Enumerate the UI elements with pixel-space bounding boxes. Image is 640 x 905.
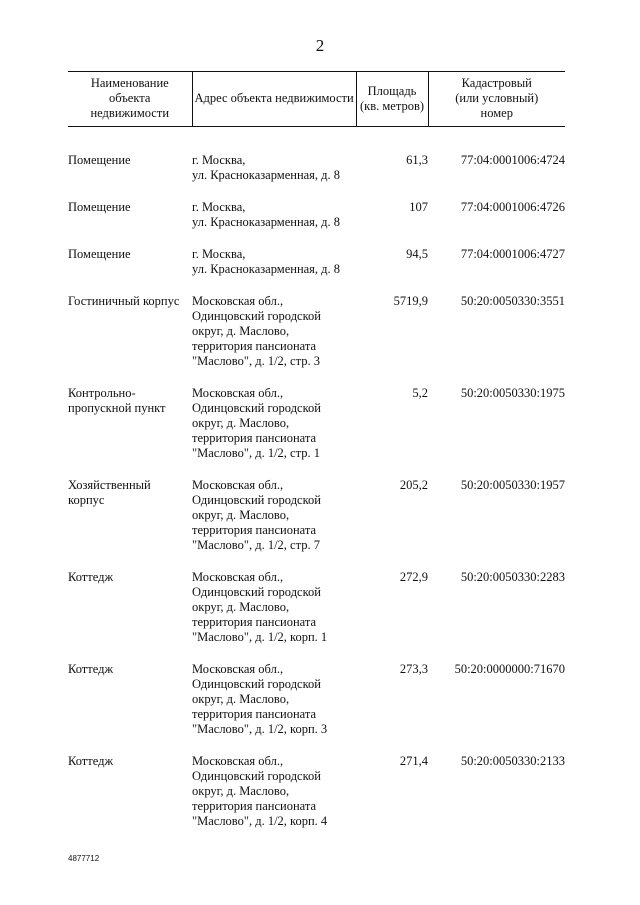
address-line: Одинцовский городской — [192, 493, 321, 507]
address-line: округ, д. Маслово, — [192, 324, 290, 338]
cell-area: 94,5 — [406, 247, 428, 261]
address-line: Одинцовский городской — [192, 769, 321, 783]
address-line: территория пансионата — [192, 799, 317, 813]
object-name-line: Гостиничный корпус — [68, 294, 180, 308]
table-header-row — [68, 72, 565, 127]
object-name-line: Помещение — [68, 153, 131, 167]
property-table-container — [68, 71, 565, 846]
table-body — [68, 127, 565, 847]
header-cadastral-line: номер — [480, 106, 513, 120]
address-line: "Маслово", д. 1/2, корп. 1 — [192, 630, 328, 644]
address-line: территория пансионата — [192, 707, 317, 721]
address-line: Московская обл., — [192, 570, 284, 584]
address-line: Московская обл., — [192, 294, 284, 308]
address-line: территория пансионата — [192, 523, 317, 537]
table-header — [68, 72, 565, 127]
header-area-line: (кв. метров) — [359, 98, 425, 113]
cell-area: 5719,9 — [393, 294, 428, 308]
cell-cadastral-number: 50:20:0050330:1957 — [460, 478, 565, 492]
cell-object-name — [68, 386, 192, 478]
cell-address — [192, 127, 356, 201]
object-name-line: Коттедж — [68, 754, 114, 768]
cell-area: 61,3 — [406, 153, 428, 167]
address-line: округ, д. Маслово, — [192, 692, 290, 706]
table-row — [68, 386, 565, 478]
cell-address — [192, 386, 356, 478]
address-line: Московская обл., — [192, 662, 284, 676]
address-line: территория пансионата — [192, 615, 317, 629]
document-code: 4877712 — [68, 854, 100, 863]
header-address-line: Адрес объекта недвижимости — [194, 91, 354, 105]
address-line: ул. Красноказарменная, д. 8 — [192, 215, 341, 229]
object-name-line: Коттедж — [68, 570, 114, 584]
object-name-line: Контрольно- — [68, 386, 136, 400]
cell-cadastral-number: 50:20:0050330:3551 — [460, 294, 565, 308]
address-line: территория пансионата — [192, 339, 317, 353]
address-line: "Маслово", д. 1/2, корп. 4 — [192, 814, 328, 828]
header-name-line: недвижимости — [90, 106, 170, 120]
address-line: Одинцовский городской — [192, 585, 321, 599]
cell-cadastral-number: 50:20:0000000:71670 — [454, 662, 565, 676]
address-line: "Маслово", д. 1/2, корп. 3 — [192, 722, 328, 736]
page-number: 2 — [315, 36, 325, 55]
cell-cadastral-number: 77:04:0001006:4724 — [460, 153, 565, 167]
header-name-line: Наименование — [90, 76, 169, 90]
address-line: округ, д. Маслово, — [192, 600, 290, 614]
object-name-line: Хозяйственный — [68, 478, 151, 492]
cell-area: 205,2 — [399, 478, 428, 492]
cell-area: 271,4 — [399, 754, 428, 768]
table-row — [68, 478, 565, 570]
cell-cadastral-number: 50:20:0050330:2133 — [460, 754, 565, 768]
address-line: "Маслово", д. 1/2, стр. 7 — [192, 538, 320, 552]
table-row — [68, 754, 565, 846]
table-row — [68, 127, 565, 201]
cell-object-name — [68, 127, 192, 201]
cell-address — [192, 662, 356, 754]
address-line: Московская обл., — [192, 754, 284, 768]
table-row — [68, 570, 565, 662]
cell-address — [192, 754, 356, 846]
cell-cadastral-number: 77:04:0001006:4727 — [460, 247, 565, 261]
address-line: Одинцовский городской — [192, 401, 321, 415]
object-name-line: корпус — [68, 493, 105, 507]
cell-object-name — [68, 294, 192, 386]
cell-object-name — [68, 247, 192, 294]
property-table — [68, 71, 565, 846]
cell-address — [192, 478, 356, 570]
address-line: ул. Красноказарменная, д. 8 — [192, 262, 341, 276]
address-line: Одинцовский городской — [192, 677, 321, 691]
object-name-line: Помещение — [68, 200, 131, 214]
table-row — [68, 200, 565, 247]
table-row — [68, 294, 565, 386]
header-name — [68, 72, 192, 127]
address-line: ул. Красноказарменная, д. 8 — [192, 168, 341, 182]
cell-address — [192, 294, 356, 386]
address-line: Московская обл., — [192, 386, 284, 400]
table-row — [68, 662, 565, 754]
object-name-line: пропускной пункт — [68, 401, 166, 415]
address-line: территория пансионата — [192, 431, 317, 445]
header-address — [192, 72, 356, 127]
cell-cadastral-number: 77:04:0001006:4726 — [460, 200, 565, 214]
header-area — [356, 72, 428, 127]
cell-area: 272,9 — [399, 570, 428, 584]
cell-address — [192, 200, 356, 247]
cell-area: 5,2 — [412, 386, 428, 400]
address-line: г. Москва, — [192, 153, 246, 167]
object-name-line: Коттедж — [68, 662, 114, 676]
header-cadastral — [428, 72, 565, 127]
address-line: г. Москва, — [192, 247, 246, 261]
cell-object-name — [68, 754, 192, 846]
address-line: "Маслово", д. 1/2, стр. 1 — [192, 446, 320, 460]
cell-object-name — [68, 570, 192, 662]
object-name-line: Помещение — [68, 247, 131, 261]
address-line: Одинцовский городской — [192, 309, 321, 323]
cell-object-name — [68, 478, 192, 570]
address-line: округ, д. Маслово, — [192, 508, 290, 522]
cell-object-name — [68, 662, 192, 754]
cell-area: 273,3 — [399, 662, 428, 676]
cell-cadastral-number: 50:20:0050330:2283 — [460, 570, 565, 584]
cell-area: 107 — [409, 200, 428, 214]
cell-cadastral-number: 50:20:0050330:1975 — [460, 386, 565, 400]
address-line: г. Москва, — [192, 200, 246, 214]
header-cadastral-line: (или условный) — [455, 91, 539, 105]
cell-address — [192, 570, 356, 662]
header-area-line: Площадь — [367, 83, 417, 98]
header-name-line: объекта — [109, 91, 151, 105]
cell-address — [192, 247, 356, 294]
address-line: округ, д. Маслово, — [192, 784, 290, 798]
header-cadastral-line: Кадастровый — [461, 76, 532, 90]
table-row — [68, 247, 565, 294]
address-line: Московская обл., — [192, 478, 284, 492]
address-line: "Маслово", д. 1/2, стр. 3 — [192, 354, 320, 368]
address-line: округ, д. Маслово, — [192, 416, 290, 430]
cell-object-name — [68, 200, 192, 247]
